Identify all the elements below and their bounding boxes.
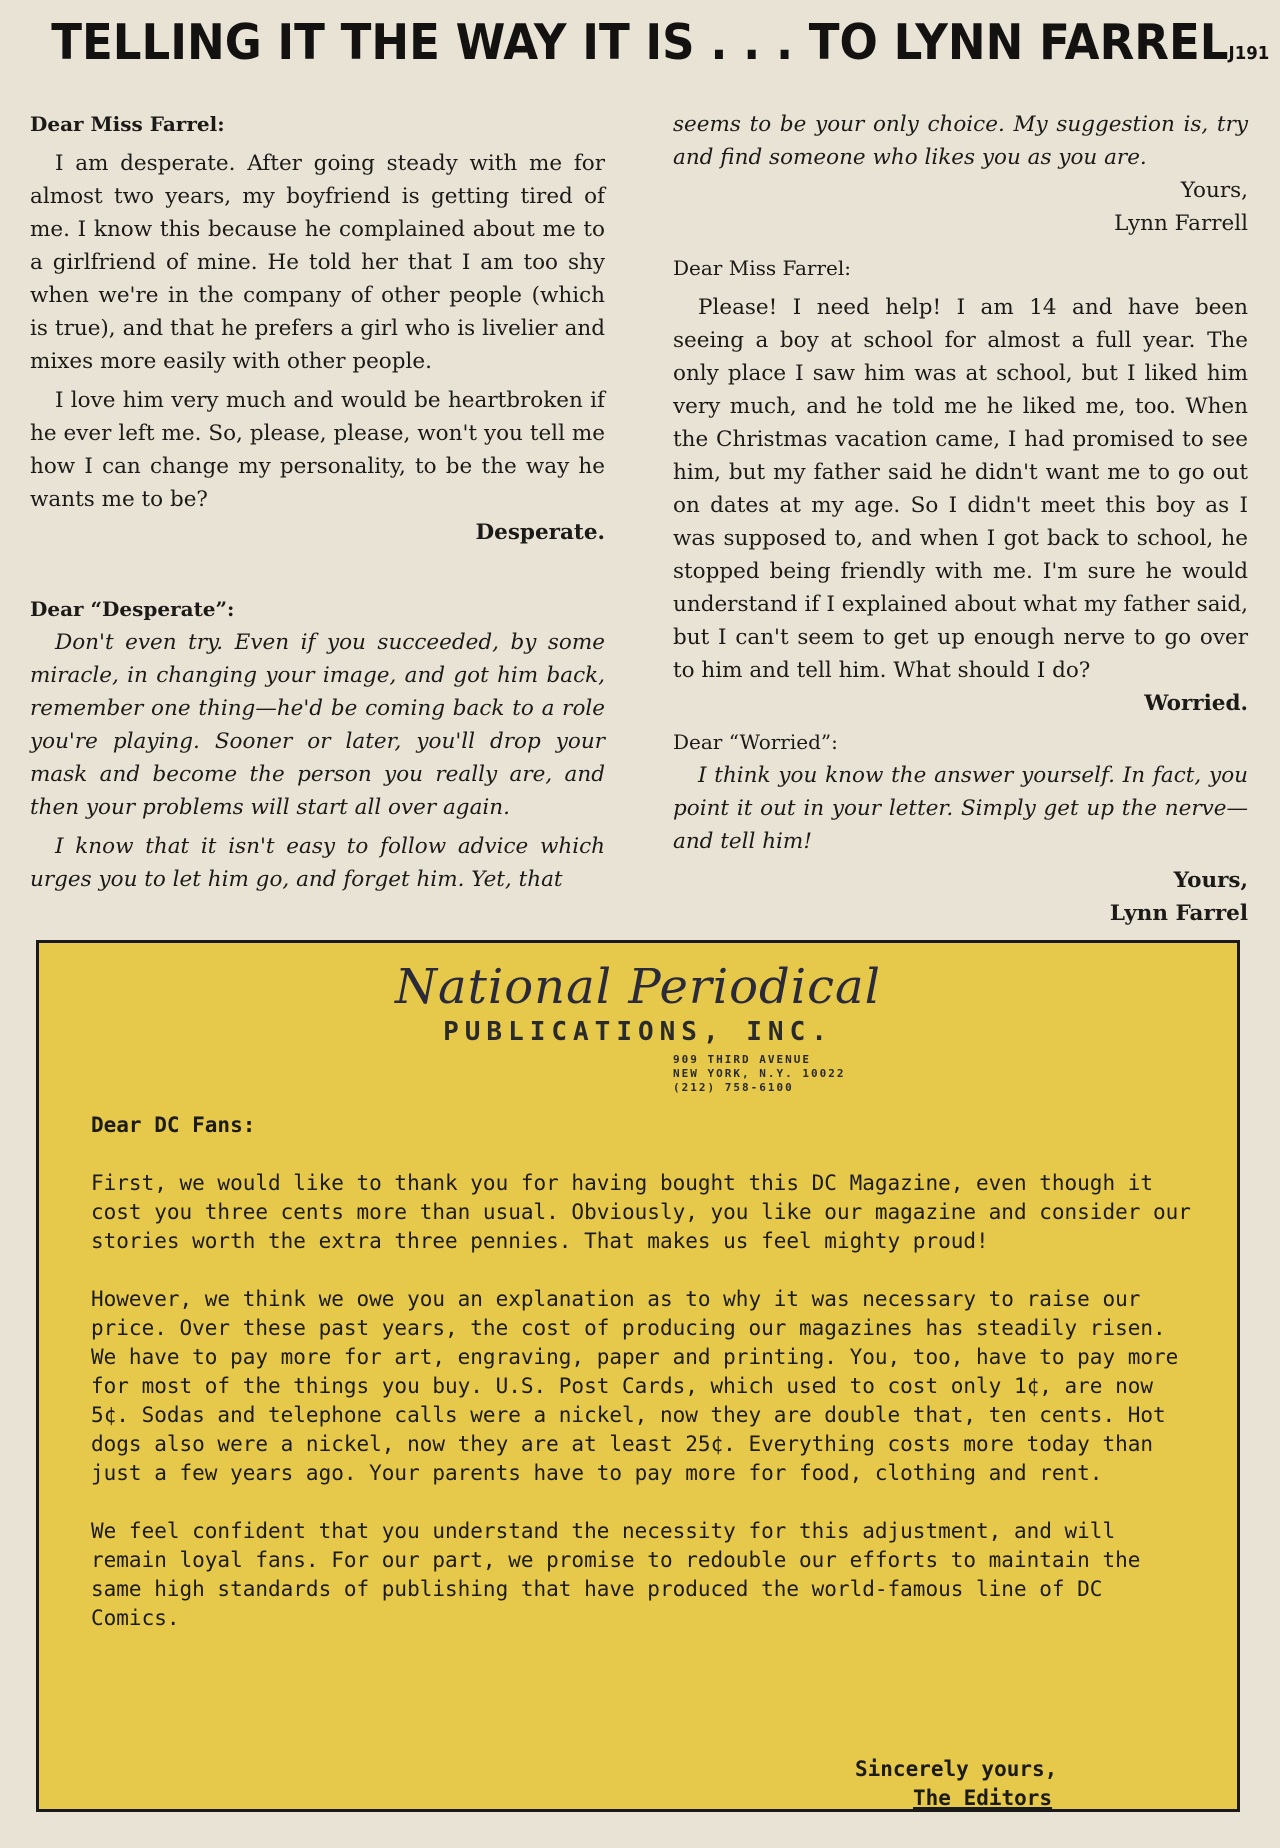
- editor-paragraph: We feel confident that you understand the necessity for this adjustment, and will remain loyal fans. For our part, we promise to redouble our efforts to maintain the same high standards of publishing that have produced the world-famous line of DC Comics.: [91, 1519, 1141, 1630]
- reply1-continuation: seems to be your only choice. My suggestion is, try and find someone who likes you as you are.: [673, 112, 1248, 170]
- left-column: [30, 108, 605, 896]
- letterhead-address: [673, 1053, 933, 1095]
- letterhead-subtitle: PUBLICATIONS, INC.: [443, 1017, 833, 1047]
- reply2-signature: Lynn Farrel: [1109, 901, 1248, 926]
- letter1-paragraph: I love him very much and would be heartbroken if he ever left me. So, please, please, won't you tell me how I can change my personality, to be the way he wants me to be?: [30, 388, 605, 512]
- letter2-paragraph: Please! I need help! I am 14 and have been seeing a boy at school for almost a full year. The only place I saw him was at school, but I liked him very much, and he told me he liked me, too. When the Christmas vacation came, I had promised to see him, but my father said he didn't want me to go out on dates at my age. So I didn't meet this boy as I was supposed to, and when I got back to school, he stopped being friendly with me. I'm sure he would understand if I explained about what my father said, but I can't seem to get up enough nerve to go over to him and tell him. What should I do?: [673, 295, 1248, 683]
- editor-closing: [855, 1755, 1057, 1813]
- closing-line: Sincerely yours,: [855, 1757, 1058, 1781]
- editor-paragraph: First, we would like to thank you for having bought this DC Magazine, even though it cost you three cents more than usual. Obviously, you like our magazine and consider our stories worth the extra three pennies. That makes us feel mighty proud!: [91, 1171, 1191, 1253]
- reply1-paragraph: Don't even try. Even if you succeeded, by some miracle, in changing your image, and got him back, remember one thing—he'd be coming back to a role you're playing. Sooner or later, you'll drop your mask and become the person you really are, and then your problems will start all over again.: [30, 630, 605, 820]
- address-line: NEW YORK, N.Y. 10022: [673, 1067, 846, 1080]
- reply1-paragraph: I know that it isn't easy to follow advice which urges you to let him go, and forget him. Yet, that: [30, 834, 605, 892]
- reply1-signature: Lynn Farrell: [1114, 211, 1248, 236]
- right-column: [673, 108, 1248, 930]
- letter1-paragraph: I am desperate. After going steady with me for almost two years, my boyfriend is getting tired of me. I know this because he complained about me to a girlfriend of mine. He told her that I am too shy when we're in the company of other people (which is true), and that he prefers a girl who is livelier and mixes more easily with other people.: [30, 151, 605, 374]
- address-line: (212) 758-6100: [673, 1081, 794, 1094]
- reply2-salutation: Dear “Worried”:: [673, 730, 838, 754]
- letter1-salutation: Dear Miss Farrel:: [30, 112, 225, 136]
- reply2-closing: Yours,: [1173, 868, 1248, 893]
- letter1-signature: Desperate.: [475, 520, 605, 545]
- editor-paragraph: However, we think we owe you an explanation as to why it was necessary to raise our price. Over these past years, the cost of producing our magazines has steadily risen. We have to pay more for art, engraving, paper and printing. You, too, have to pay more for most of the things you buy. U.S. Post Cards, which used to cost only 1¢, are now 5¢. Sodas and telephone calls were a nickel, now they are double that, ten cents. Hot dogs also were a nickel, now they are at least 25¢. Everything costs more today than just a few years ago. Your parents have to pay more for food, clothing and rent.: [91, 1287, 1179, 1485]
- title-text: TELLING IT THE WAY IT IS . . . TO LYNN FARREL: [51, 14, 1229, 71]
- editor-signature: The Editors: [913, 1786, 1053, 1810]
- reply1-salutation: Dear “Desperate”:: [30, 597, 235, 621]
- editor-letter-body: [91, 1111, 1201, 1662]
- editor-greeting: Dear DC Fans:: [91, 1113, 256, 1137]
- reply2-paragraph: I think you know the answer yourself. In fact, you point it out in your letter. Simply get up the nerve—and tell him!: [673, 763, 1248, 854]
- editor-letter: [36, 940, 1240, 1812]
- address-line: 909 THIRD AVENUE: [673, 1053, 811, 1066]
- reply1-closing: Yours,: [1180, 178, 1248, 203]
- page-title: [51, 14, 1270, 71]
- page-code: J191: [1228, 43, 1270, 64]
- letterhead-name: National Periodical: [395, 959, 881, 1015]
- letter2-salutation: Dear Miss Farrel:: [673, 256, 852, 280]
- letter2-signature: Worried.: [1144, 691, 1248, 716]
